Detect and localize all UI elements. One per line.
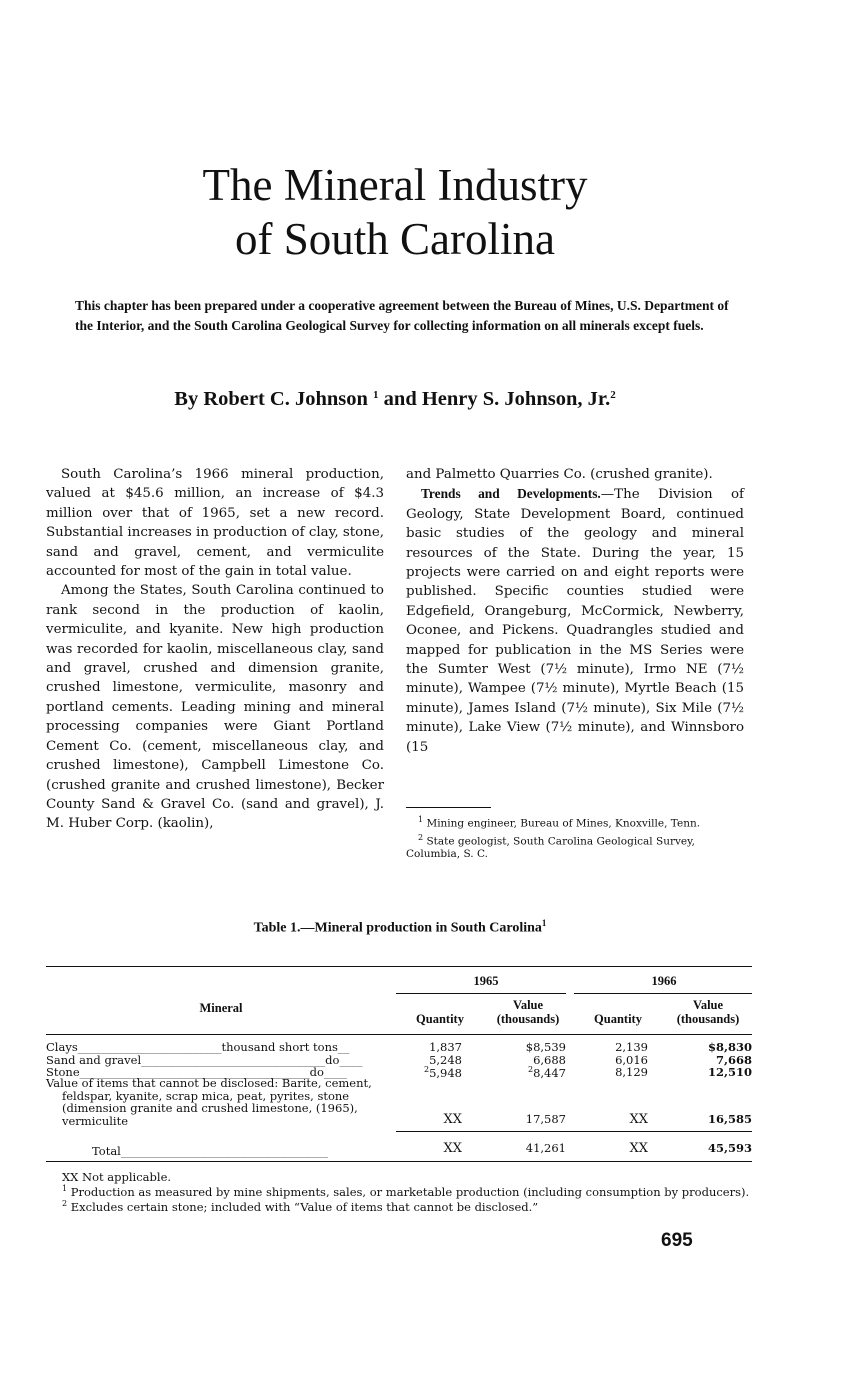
- header-quantity-1965: Quantity: [416, 1012, 464, 1026]
- total-top-rule: [396, 1131, 752, 1132]
- page-number: 695: [661, 1230, 693, 1251]
- mineral-production-table: [46, 966, 752, 1164]
- header-quantity-1966: Quantity: [594, 1012, 642, 1026]
- sand-gravel-value-1966: 7,668: [715, 1053, 752, 1067]
- right-column: [406, 465, 744, 757]
- trends-text: —The Division of Geology, State Development Board, continued basic studies of the geology and mineral resources of the State. During the year, 15 projects were carried on and eight reports were published. Specific counties studied were Edgefield, Orangeburg, McCormick, Newberry, Oconee, and Pickens. Quadrangles studied and mapped for publication in the MS Series were the Sumter West (7½ minute), Irmo NE (7½ minute), Wampee (7½ minute), Myrtle Beach (15 minute), James Island (7½ minute), Six Mile (7½ minute), Lake View (7½ minute), and Winnsboro (15: [406, 487, 745, 755]
- paragraph-rankings: Among the States, South Carolina continued to rank second in the production of kaolin, vermiculite, and kyanite. New high production was recorded for kaolin, miscellaneous clay, sand and gravel, crushed and dimension granite, crushed limestone, vermiculite, masonry and portland cements. Leading mining and mineral processing companies were Giant Portland Cement Co. (cement, miscellaneous clay, and crushed limestone), Campbell Limestone Co. (crushed granite and crushed limestone), Becker County Sand & Gravel Co. (sand and gravel), J. M. Huber Corp. (kaolin),: [46, 583, 384, 832]
- note-production-definition: $^1$ Production as measured by mine shipments, sales, or marketable production (including consumption by producers).: [62, 1184, 750, 1199]
- header-value-unit-1965: (thousands): [496, 1012, 560, 1026]
- trends-heading: Trends and Developments.: [421, 486, 601, 502]
- paragraph-continuation: and Palmetto Quarries Co. (crushed granite).: [406, 467, 713, 482]
- chapter-title-line-1: The Mineral Industry: [202, 160, 588, 210]
- table-caption: Table 1.—Mineral production in South Carolina$^1$: [253, 918, 547, 936]
- footnote-1: $^1$ Mining engineer, Bureau of Mines, Knoxville, Tenn.: [418, 815, 701, 830]
- chapter-title-line-2: of South Carolina: [235, 214, 555, 264]
- table-bottom-rule: [46, 1161, 752, 1162]
- table-caption-footnote-mark: 1: [541, 918, 547, 928]
- header-year-1965: 1965: [473, 974, 499, 988]
- header-value-1965: Value: [512, 998, 544, 1012]
- footnote-2: $^2$ State geologist, South Carolina Geological Survey, Columbia, S. C.: [406, 833, 696, 860]
- total-value-1966: 45,593: [707, 1141, 752, 1155]
- author-1-footnote-mark: 1: [373, 389, 379, 401]
- note-not-applicable: XX Not applicable.: [62, 1170, 172, 1184]
- paragraph-summary: South Carolina’s 1966 mineral production, valued at $45.6 million, an increase of $4.3 million over that of 1965, set a new record. Substantial increases in production of clay, stone, sand and gravel, cement, and vermiculite accounted for most of the gain in total value.: [46, 467, 385, 580]
- left-column: [46, 465, 384, 834]
- stone-value-1966: 12,510: [707, 1065, 752, 1079]
- undisclosed-value-1965: 17,587: [525, 1112, 566, 1126]
- total-value-1965: 41,261: [525, 1141, 566, 1155]
- undisclosed-quantity-1966: XX: [629, 1112, 648, 1127]
- stone-quantity-1966: 8,129: [615, 1065, 648, 1079]
- header-value-1966: Value: [692, 998, 724, 1012]
- author-2: and Henry S. Johnson, Jr.: [383, 388, 611, 410]
- table-notes: [46, 1171, 756, 1213]
- clays-quantity-1966: 2,139: [615, 1040, 648, 1054]
- header-year-1966: 1966: [651, 974, 677, 988]
- undisclosed-quantity-1965: XX: [443, 1112, 462, 1127]
- total-quantity-1965: XX: [443, 1141, 462, 1156]
- clays-value-1965: $8,539: [525, 1040, 566, 1054]
- table-row-stone-label: Stone________________________________________do____: [46, 1065, 347, 1079]
- sand-gravel-quantity-1966: 6,016: [615, 1053, 648, 1067]
- stone-quantity-1965: $^2$5,948: [423, 1065, 462, 1080]
- clays-quantity-1965: 1,837: [429, 1040, 462, 1054]
- header-bottom-rule: [46, 1034, 752, 1035]
- table-row-total-label: Total____________________________________: [92, 1144, 328, 1158]
- byline: [0, 388, 790, 411]
- table-top-rule: [46, 966, 752, 967]
- stone-value-1965: $^2$8,447: [527, 1065, 566, 1080]
- year-1966-rule: [574, 993, 752, 994]
- header-value-unit-1966: (thousands): [676, 1012, 740, 1026]
- year-1965-rule: [396, 993, 566, 994]
- paragraph-trends: [406, 484, 744, 757]
- chapter-title: [0, 158, 790, 266]
- table-row-clays-label: Clays_________________________thousand short tons__: [46, 1040, 350, 1054]
- sand-gravel-value-1965: 6,688: [533, 1053, 566, 1067]
- author-1: By Robert C. Johnson: [174, 388, 368, 410]
- author-2-footnote-mark: 2: [610, 389, 616, 401]
- author-footnotes: [406, 814, 750, 863]
- table-row-sand-gravel-label: Sand and gravel________________________________do____: [46, 1053, 363, 1067]
- header-mineral: Mineral: [199, 1001, 243, 1015]
- clays-value-1966: $8,830: [707, 1040, 752, 1054]
- total-quantity-1966: XX: [629, 1141, 648, 1156]
- footnote-divider: [406, 807, 491, 808]
- table-row-undisclosed-label: Value of items that cannot be disclosed: Barite, cement, feldspar, kyanite, scrap mica, peat, pyrites, stone (dimension granite and crushed limestone, (1965), vermiculite_________________________________: [46, 1076, 372, 1127]
- undisclosed-value-1966: 16,585: [707, 1112, 752, 1126]
- note-excludes-stone: $^2$ Excludes certain stone; included with “Value of items that cannot be disclosed.”: [62, 1198, 539, 1214]
- sand-gravel-quantity-1965: 5,248: [429, 1053, 462, 1067]
- cooperative-agreement-note: This chapter has been prepared under a cooperative agreement between the Bureau of Mines, U.S. Department of the Interior, and the South Carolina Geological Survey for collecting information on all minerals except fuels.: [75, 298, 729, 333]
